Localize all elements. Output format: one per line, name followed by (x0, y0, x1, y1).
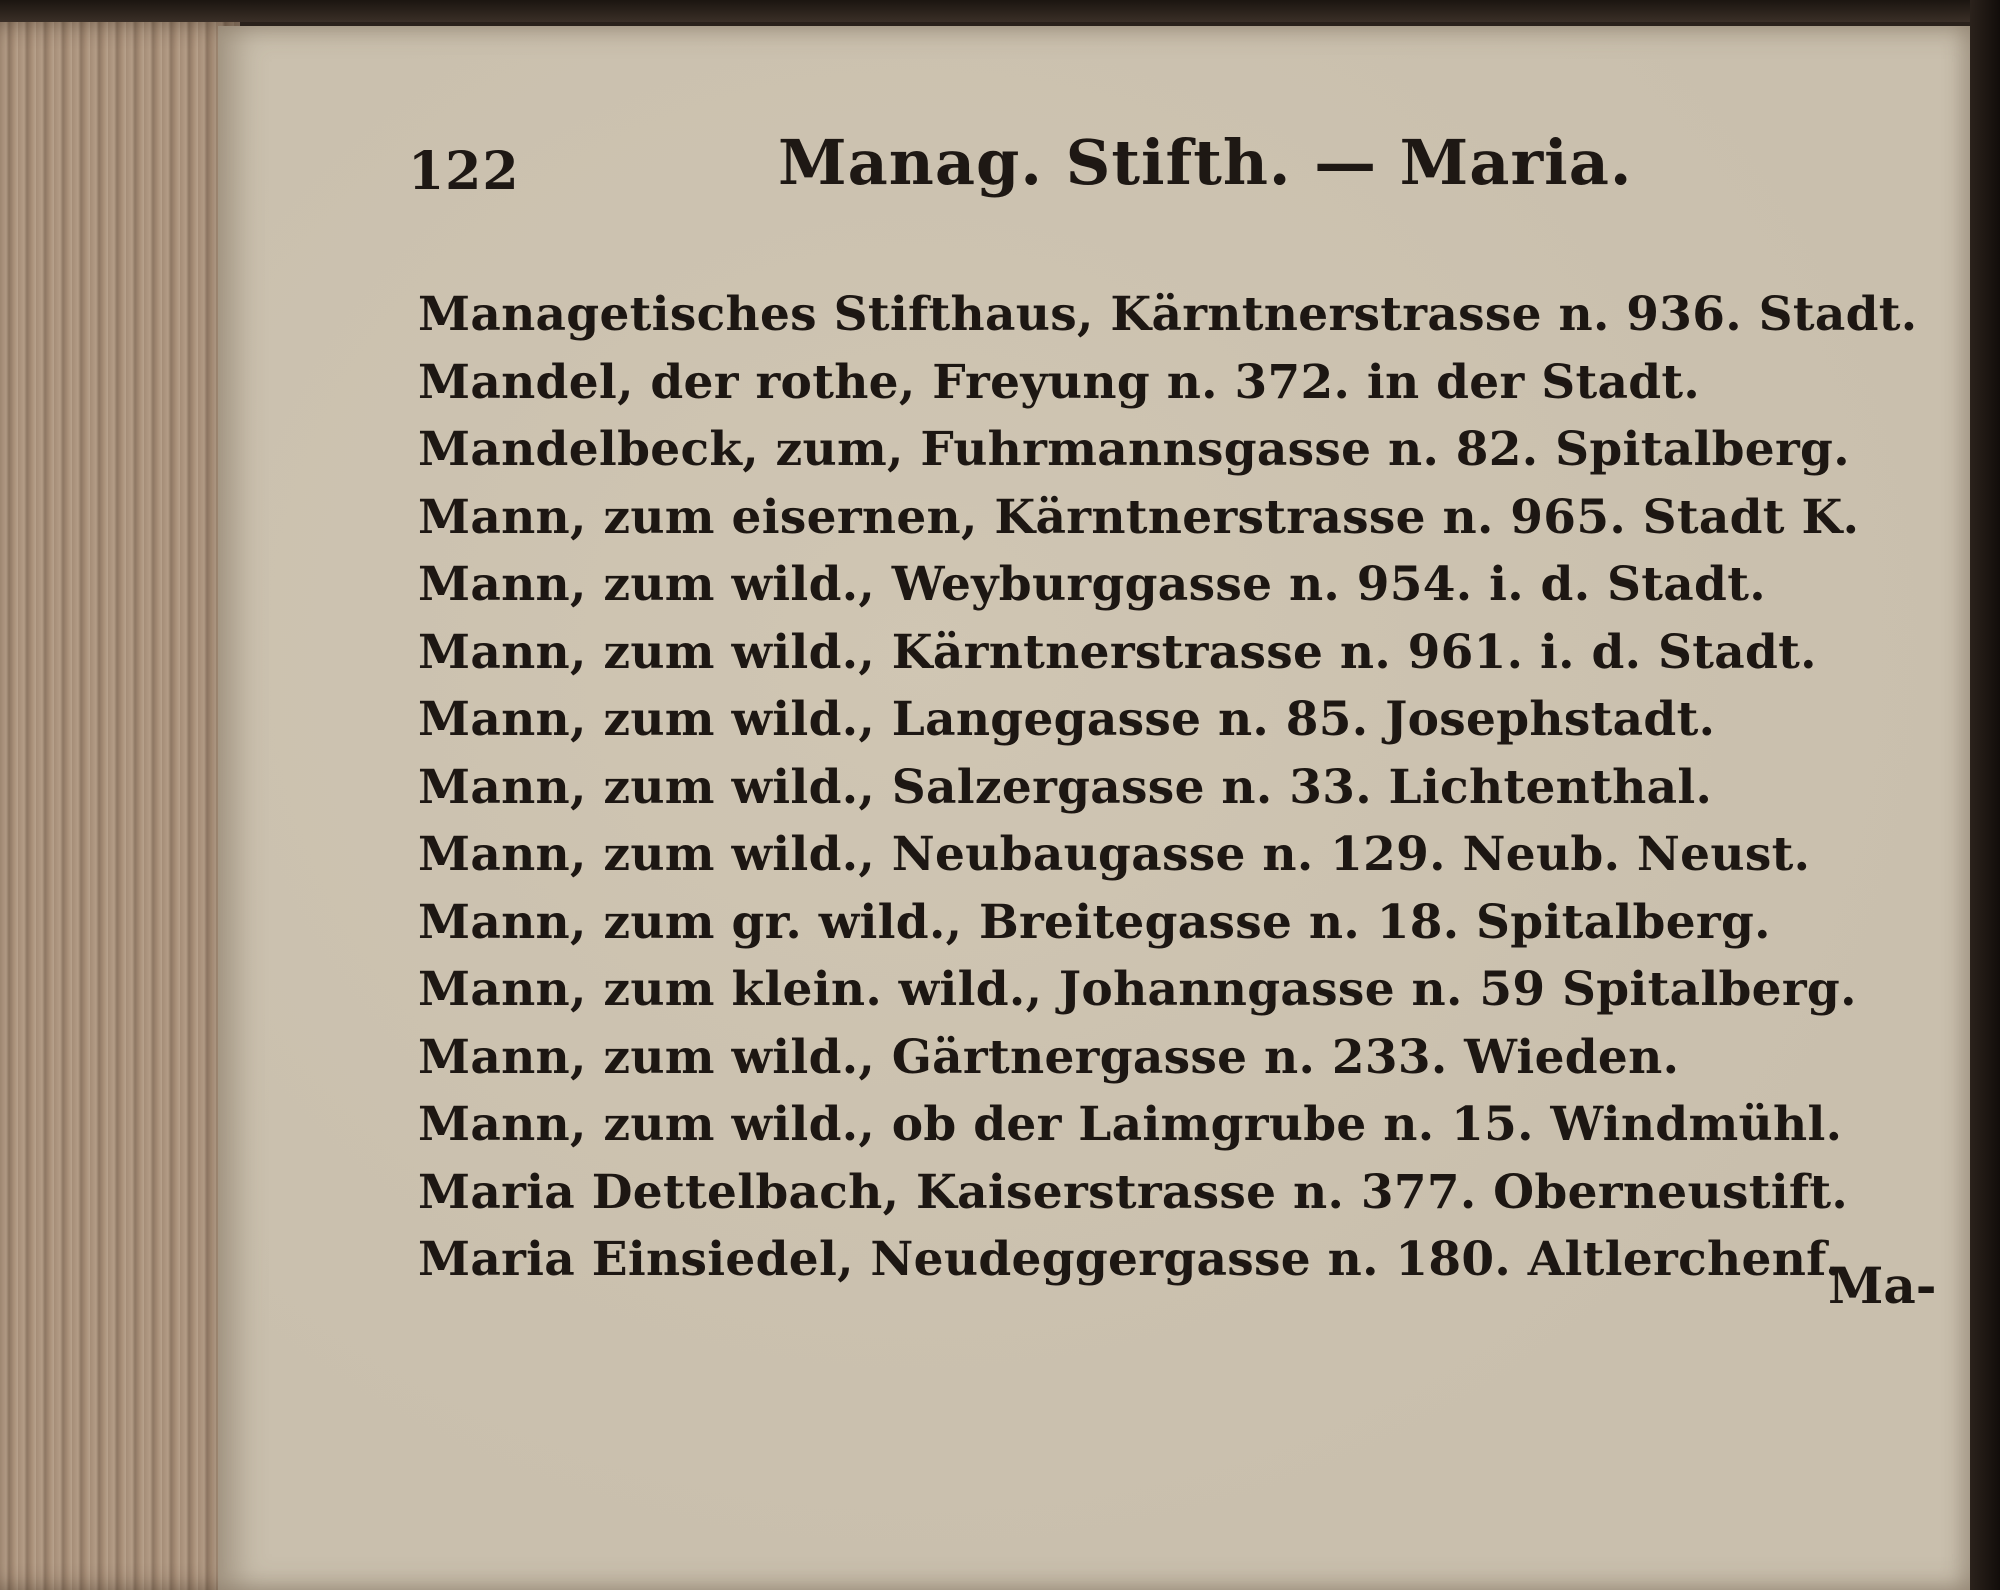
page-edges (0, 22, 240, 1590)
list-item: Mandel, der rothe, Freyung n. 372. in der Stadt. (418, 354, 1701, 410)
list-item: Mann, zum wild., ob der Laimgrube n. 15. Windmühl. (418, 1097, 1843, 1152)
catchword: Ma- (1828, 1256, 1937, 1315)
list-item: Mann, zum wild., Neubaugasse n. 129. Neub. Neust. (418, 827, 1811, 882)
background-top (0, 0, 2000, 22)
list-item: Mandelbeck, zum, Fuhrmannsgasse n. 82. Spitalberg. (418, 422, 1850, 477)
list-item: Maria Dettelbach, Kaiserstrasse n. 377. Oberneustift. (418, 1164, 1849, 1220)
list-item: Mann, zum eisernen, Kärntnerstrasse n. 965. Stadt K. (418, 489, 1860, 545)
list-item: Mann, zum wild., Langegasse n. 85. Josephstadt. (418, 692, 1716, 747)
entry-list (418, 281, 1968, 1294)
list-item: Mann, zum gr. wild., Breitegasse n. 18. Spitalberg. (418, 894, 1771, 950)
background-right (1970, 0, 2000, 1590)
list-item: Mann, zum klein. wild., Johanngasse n. 59 Spitalberg. (418, 962, 1857, 1017)
book-page (218, 26, 1970, 1590)
list-item: Mann, zum wild., Kärntnerstrasse n. 961. i. d. Stadt. (418, 624, 1817, 680)
running-head: Manag. Stifth. — Maria. (778, 126, 1633, 199)
list-item: Mann, zum wild., Gärtnergasse n. 233. Wieden. (418, 1029, 1680, 1085)
list-item: Mann, zum wild., Salzergasse n. 33. Lichtenthal. (418, 759, 1713, 815)
list-item: Maria Einsiedel, Neudeggergasse n. 180. Altlerchenf. (418, 1232, 1842, 1287)
page-number: 122 (408, 141, 520, 202)
list-item: Mann, zum wild., Weyburggasse n. 954. i. d. Stadt. (418, 557, 1766, 612)
list-item: Managetisches Stifthaus, Kärntnerstrasse n. 936. Stadt. (418, 287, 1918, 342)
